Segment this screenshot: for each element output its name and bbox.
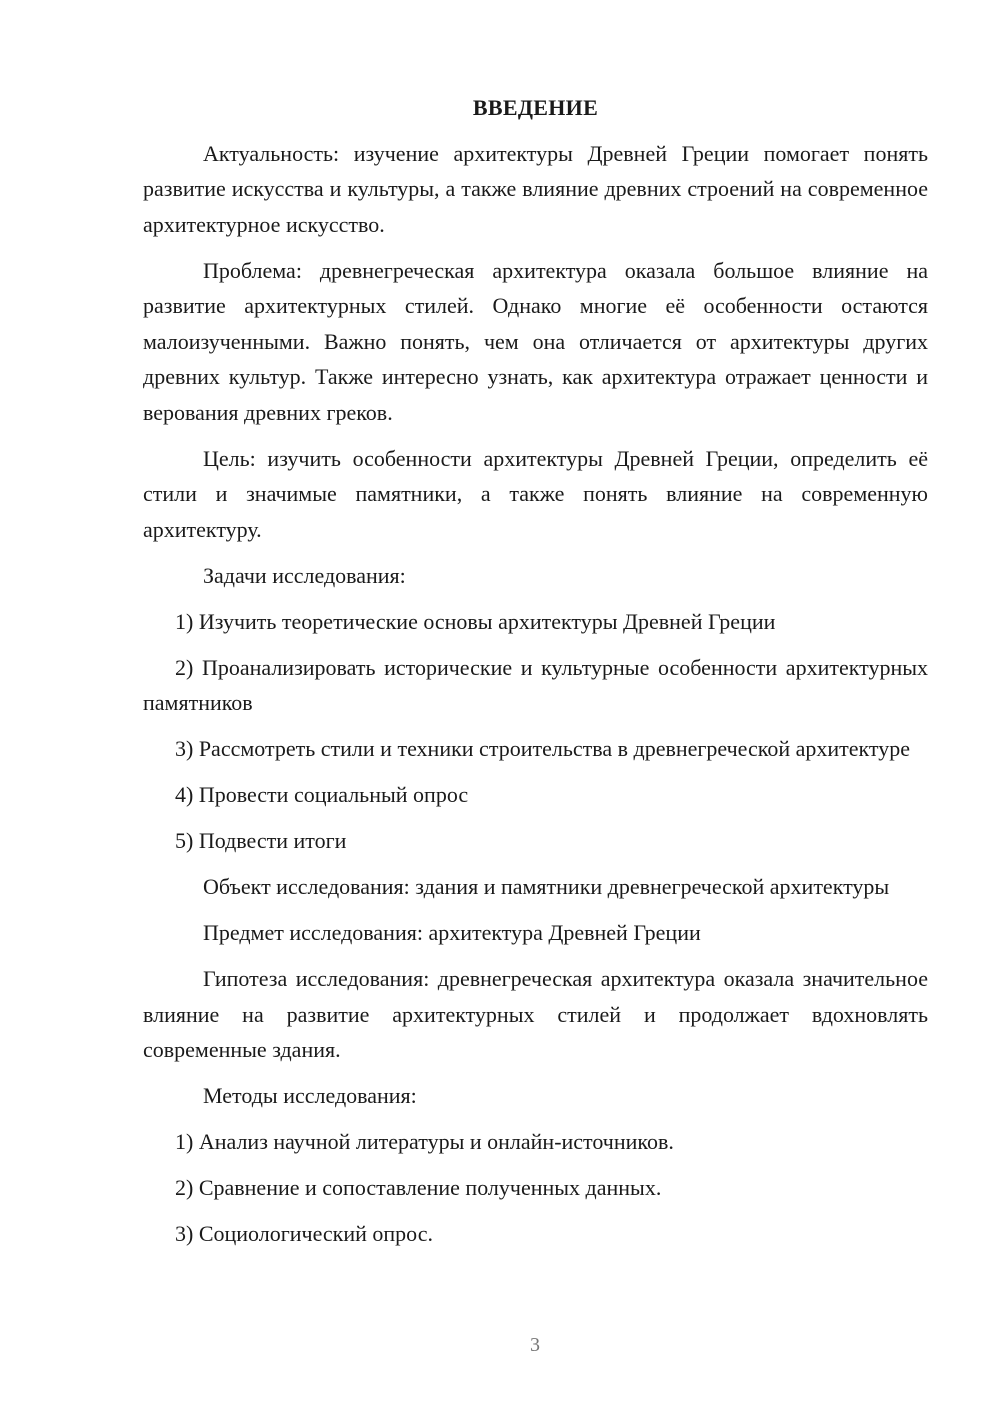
page-number: 3 <box>530 1334 540 1356</box>
paragraph-hypothesis: Гипотеза исследования: древнегреческая архитектура оказала значительное влияние на развитие архитектурных стилей и продолжает вдохновлять современные здания. <box>143 966 928 1062</box>
list-item-method-3: 3) Социологический опрос. <box>175 1221 433 1246</box>
list-item-method-1: 1) Анализ научной литературы и онлайн-источников. <box>175 1129 674 1154</box>
list-item-task-2: 2) Проанализировать исторические и культурные особенности архитектурных памятников <box>143 654 928 715</box>
list-item-task-5: 5) Подвести итоги <box>175 828 347 853</box>
paragraph-methods-heading: Методы исследования: <box>203 1083 417 1108</box>
paragraph-problem: Проблема: древнегреческая архитектура оказала большое влияние на развитие архитектурных стилей. Однако многие её особенности остаются малоизученными. Важно понять, чем она отличается от архитектуры других древних культур. Также интересно узнать, как архитектура отражает ценности и верования древних греков. <box>143 257 928 425</box>
paragraph-relevance: Актуальность: изучение архитектуры Древней Греции помогает понять развитие искусства и культуры, а также влияние древних строений на современное архитектурное искусство. <box>143 140 928 237</box>
paragraph-subject: Предмет исследования: архитектура Древней Греции <box>203 920 701 945</box>
section-title: ВВЕДЕНИЕ <box>472 95 599 120</box>
list-item-method-2: 2) Сравнение и сопоставление полученных данных. <box>175 1175 662 1200</box>
list-item-task-1: 1) Изучить теоретические основы архитектуры Древней Греции <box>175 608 776 634</box>
document-page <box>143 90 928 1252</box>
list-item-task-3: 3) Рассмотреть стили и техники строительства в древнегреческой архитектуре <box>175 736 911 761</box>
paragraph-goal: Цель: изучить особенности архитектуры Древней Греции, определить её стили и значимые памятники, а также понять влияние на современную архитектуру. <box>143 445 928 542</box>
list-item-task-4: 4) Провести социальный опрос <box>175 782 469 807</box>
paragraph-tasks-heading: Задачи исследования: <box>203 562 406 588</box>
paragraph-object: Объект исследования: здания и памятники древнегреческой архитектуры <box>203 874 890 899</box>
